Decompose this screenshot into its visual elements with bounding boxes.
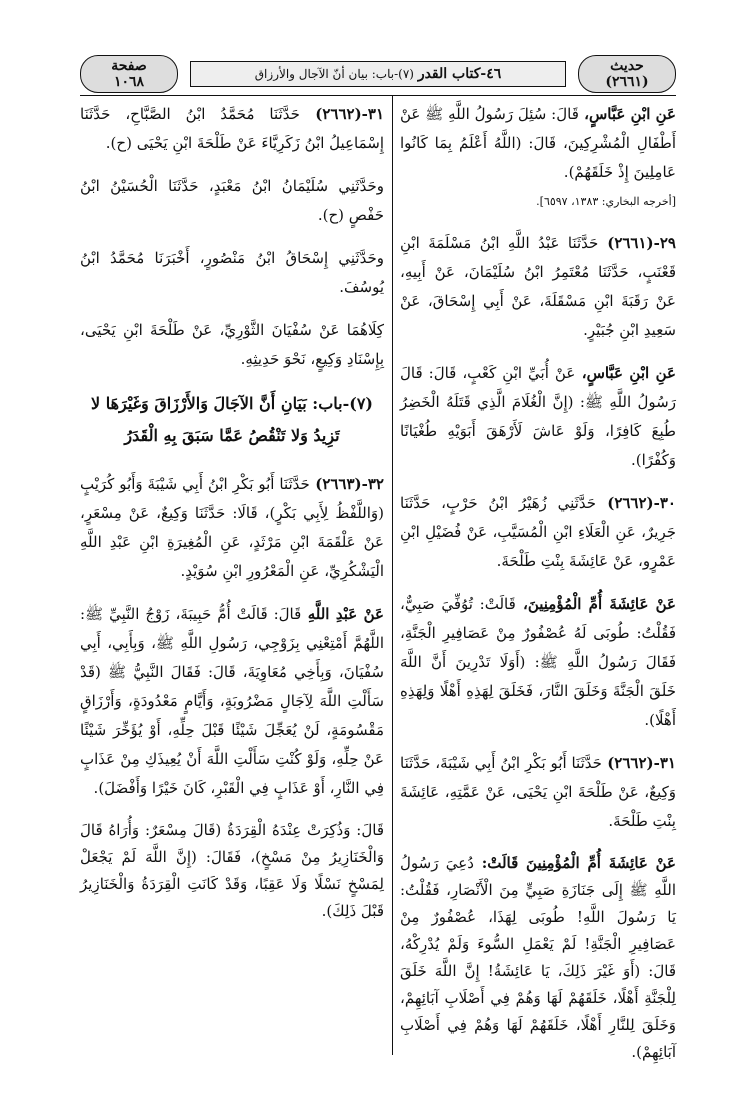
paragraph [80, 244, 384, 302]
paragraph [400, 229, 676, 345]
right-column [400, 100, 676, 1080]
running-title [190, 61, 566, 87]
paragraph [80, 100, 384, 158]
paragraph-text: قَالَ: وَذُكِرَتْ عِنْدَهُ الْقِرَدَةُ (قَالَ مِسْعَرٌ: وَأُرَاهُ قَالَ وَالْخَنَازِيرُ مِنْ مَسْخٍ)، فَقَالَ: (إِنَّ اللَّهَ لَمْ يَجْعَلْ لِمَسْخٍ نَسْلًا وَلَا عَقِبًا، وَقَدْ كَانَتِ الْقِرَدَةُ وَالْخَنَازِيرُ قَبْلَ ذَلِكَ). [80, 821, 384, 920]
paragraph-text: قَالَ: قَالَتْ أُمُّ حَبِيبَةَ، زَوْجُ النَّبِيِّ ﷺ: اللَّهُمَّ أَمْتِعْنِي بِزَوْجِي، رَسُولِ اللَّهِ ﷺ، وَبِأَبِي، أَبِي سُفْيَانَ، وَبِأَخِي مُعَاوِيَةَ، قَالَ: فَقَالَ النَّبِيُّ ﷺ (قَدْ سَأَلْتِ اللَّهَ لِآجَالٍ مَضْرُوبَةٍ، وَأَيَّامٍ مَعْدُودَةٍ، وَأَرْزَاقٍ مَقْسُومَةٍ، لَنْ يُعَجِّلَ شَيْئًا قَبْلَ حِلِّهِ، أَوْ يُؤَخِّرَ شَيْئًا عَنْ حِلِّهِ، وَلَوْ كُنْتِ سَأَلْتِ اللَّهَ أَنْ يُعِيذَكِ مِنْ عَذَابٍ فِي النَّارِ، أَوْ عَذَابٍ فِي الْقَبْرِ، كَانَ خَيْرًا وَأَفْضَلَ). [80, 605, 384, 797]
header-rule [80, 95, 676, 96]
page-header [80, 55, 676, 93]
paragraph-lead: عَنْ عَائِشَةَ أُمِّ الْمُؤْمِنِينَ، [515, 595, 676, 613]
paragraph [400, 850, 676, 1066]
paragraph-text: قَالَ: سُئِلَ رَسُولُ اللَّهِ ﷺ عَنْ أَطْفَالِ الْمُشْرِكِينَ، قَالَ: (اللَّهُ أَعْلَمُ بِمَا كَانُوا عَامِلِينَ إِذْ خَلَقَهُمْ). [400, 105, 676, 181]
paragraph [400, 590, 676, 735]
paragraph [80, 470, 384, 586]
hadith-label: حديث [610, 58, 644, 74]
left-column [80, 100, 384, 939]
paragraph [400, 359, 676, 475]
paragraph-text: دُعِيَ رَسُولُ اللَّهِ ﷺ إِلَى جَنَازَةِ صَبِيٍّ مِنَ الْأَنْصَارِ، فَقُلْتُ: يَا رَسُولَ اللَّهِ! طُوبَى لِهَذَا، عُصْفُورٌ مِنْ عَصَافِيرِ الْجَنَّةِ! لَمْ يَعْمَلِ السُّوءَ وَلَمْ يُدْرِكْهُ، قَالَ: (أَوَ غَيْرَ ذَلِكَ، يَا عَائِشَةُ! إِنَّ اللَّهَ خَلَقَ لِلْجَنَّةِ أَهْلًا، خَلَقَهُمْ لَهَا وَهُمْ فِي أَصْلَابِ آبَائِهِمْ، وَخَلَقَ لِلنَّارِ أَهْلًا، خَلَقَهُمْ لَهَا وَهُمْ فِي أَصْلَابِ آبَائِهِمْ). [400, 854, 676, 1061]
page-number: ١٠٦٨ [113, 74, 145, 90]
source-note: [أخرجه البخاري: ١٣٨٣، ٦٥٩٧]. [536, 195, 676, 208]
page-label: صفحة [111, 58, 147, 74]
paragraph-lead: ٣٢-(٢٦٦٣) [309, 475, 384, 493]
paragraph-lead: عَنْ عَبْدِ اللَّهِ [301, 605, 384, 623]
paragraph [400, 489, 676, 576]
paragraph-text: وحَدَّثَنِي إِسْحَاقُ ابْنُ مَنْصُورٍ، أَخْبَرَنَا مُحَمَّدُ ابْنُ يُوسُفَ. [80, 249, 384, 296]
paragraph-text: حَدَّثَنَا أَبُو بَكْرِ ابْنُ أَبِي شَيْبَةَ، حَدَّثَنَا وَكِيعٌ، عَنْ طَلْحَةَ ابْنِ يَحْيَى، عَنْ عَمَّتِهِ، عَائِشَةَ بِنْتِ طَلْحَةَ. [400, 754, 676, 830]
paragraph-lead: عَنِ ابْنِ عَبَّاسٍ، [578, 105, 677, 123]
paragraph-text: حَدَّثَنِي زُهَيْرُ ابْنُ حَرْبٍ، حَدَّثَنَا جَرِيرٌ، عَنِ الْعَلَاءِ ابْنِ الْمُسَيَّبِ، عَنْ فُضَيْلِ ابْنِ عَمْرٍو، عَنْ عَائِشَةَ بِنْتِ طَلْحَةَ. [400, 494, 676, 570]
paragraph-text: حَدَّثَنَا مُحَمَّدُ ابْنُ الصَّبَّاحِ، حَدَّثَنَا إِسْمَاعِيلُ ابْنُ زَكَرِيَّاءَ عَنْ طَلْحَةَ ابْنِ يَحْيَى (ح). [80, 105, 384, 152]
paragraph-text: حَدَّثَنَا أَبُو بَكْرِ ابْنُ أَبِي شَيْبَةَ وَأَبُو كُرَيْبٍ (وَاللَّفْظُ لِأَبِي بَكْرٍ)، قَالَا: حَدَّثَنَا وَكِيعٌ، عَنْ مِسْعَرٍ، عَنْ عَلْقَمَةَ ابْنِ مَرْثَدٍ، عَنِ الْمُغِيرَةِ ابْنِ عَبْدِ اللَّهِ الْيَشْكُرِيِّ، عَنِ الْمَعْرُورِ ابْنِ سُوَيْدٍ. [80, 475, 384, 580]
paragraph-text: عَنْ أُبَيِّ ابْنِ كَعْبٍ، قَالَ: قَالَ رَسُولُ اللَّهِ ﷺ: (إِنَّ الْغُلَامَ الَّذِي قَتَلَهُ الْخَضِرُ طُبِعَ كَافِرًا، وَلَوْ عَاشَ لَأَرْهَقَ أَبَوَيْهِ طُغْيَانًا وَكُفْرًا). [400, 364, 676, 469]
chapter-heading: (٧)-باب: بَيَانِ أَنَّ الآجَالَ وَالأَرْزَاقَ وَغَيْرَهَا لا تَزِيدُ وَلا تَنْقُصُ عَمَّا سَبَقَ بِهِ الْقَدَرُ [91, 394, 373, 445]
paragraph-text: وحَدَّثَنِي سُلَيْمَانُ ابْنُ مَعْبَدٍ، حَدَّثَنَا الْحُسَيْنُ ابْنُ حَفْصٍ (ح). [80, 177, 384, 224]
paragraph-lead: عَنْ عَائِشَةَ أُمِّ الْمُؤْمِنِينَ قَالَتْ: [473, 854, 676, 872]
hadith-number: (٢٦٦١) [605, 74, 649, 90]
paragraph [80, 817, 384, 925]
paragraph-lead: عَنِ ابْنِ عَبَّاسٍ، [575, 364, 676, 382]
paragraph-text: قَالَتْ: تُوُفِّيَ صَبِيٌّ، فَقُلْتُ: طُوبَى لَهُ عُصْفُورٌ مِنْ عَصَافِيرِ الْجَنَّةِ، فَقَالَ رَسُولُ اللَّهِ ﷺ: (أَوَلَا تَدْرِينَ أَنَّ اللَّهَ خَلَقَ الْجَنَّةَ وَخَلَقَ النَّارَ، فَخَلَقَ لِهَذِهِ أَهْلًا وَلِهَذِهِ أَهْلًا). [400, 595, 676, 729]
paragraph [80, 600, 384, 803]
paragraph-lead: ٣١-(٢٦٦٢) [299, 105, 385, 123]
paragraph-lead: ٢٩-(٢٦٦١) [598, 234, 676, 252]
paragraph [400, 749, 676, 836]
hadith-number-box [578, 55, 676, 93]
column-divider [392, 95, 393, 1055]
paragraph-text: كِلَاهُمَا عَنْ سُفْيَانَ الثَّوْرِيِّ، عَنْ طَلْحَةَ ابْنِ يَحْيَى، بِإِسْنَادِ وَكِيعٍ، نَحْوَ حَدِيثِهِ. [80, 321, 384, 368]
paragraph [80, 172, 384, 230]
page-number-box [80, 55, 178, 93]
paragraph [400, 100, 676, 187]
paragraph-text: حَدَّثَنَا عَبْدُ اللَّهِ ابْنُ مَسْلَمَةَ ابْنِ قَعْنَبٍ، حَدَّثَنَا مُعْتَمِرُ ابْنُ سُلَيْمَانَ، عَنْ أَبِيهِ، عَنْ رَقَبَةَ ابْنِ مَسْقَلَةَ، عَنْ أَبِي إِسْحَاقَ، عَنْ سَعِيدِ ابْنِ جُبَيْرٍ. [400, 234, 676, 339]
paragraph [80, 316, 384, 374]
chapter-running-title: (٧)-باب: بيان أنّ الآجال والأرزاق [254, 67, 414, 81]
book-title: ٤٦-كتاب القدر [417, 66, 502, 82]
paragraph-lead: ٣١-(٢٦٦٢) [601, 754, 676, 772]
paragraph-lead: ٣٠-(٢٦٦٢) [596, 494, 676, 512]
